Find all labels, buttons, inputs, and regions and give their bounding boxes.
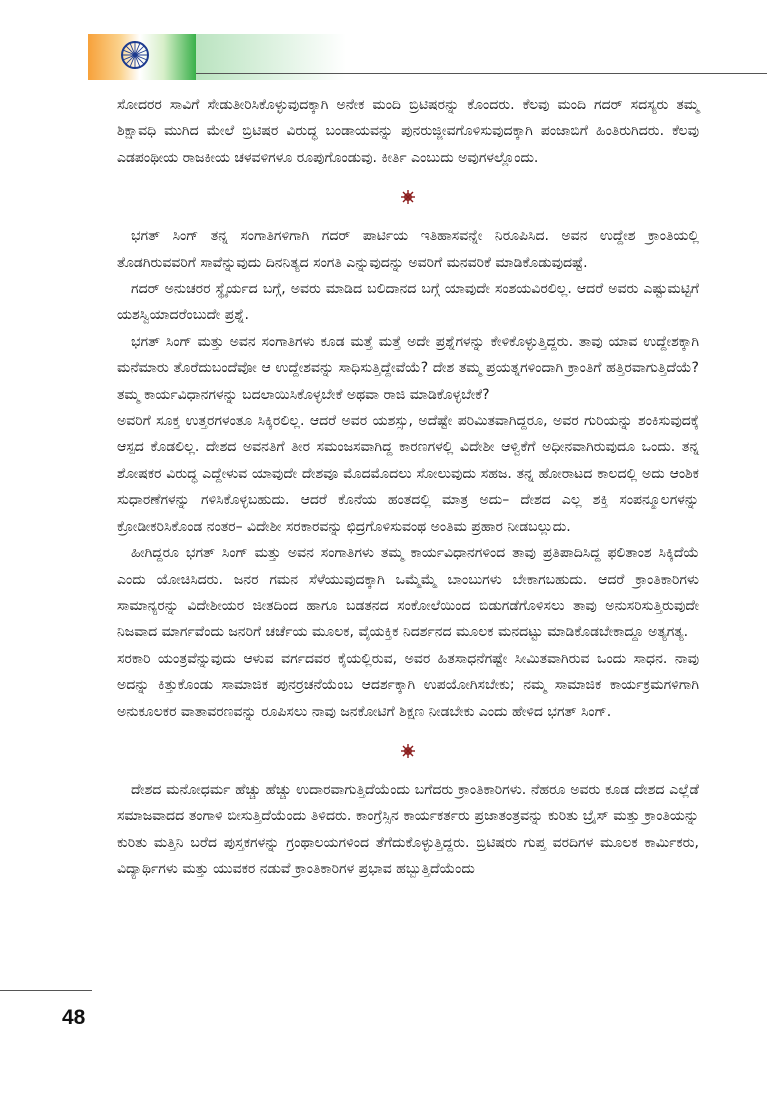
paragraph: ಹೀಗಿದ್ದರೂ ಭಗತ್ ಸಿಂಗ್ ಮತ್ತು ಅವನ ಸಂಗಾತಿಗಳು ತಮ್ಮ ಕಾರ್ಯವಿಧಾನಗಳಿಂದ ತಾವು ಪ್ರತಿಪಾದಿಸಿದ್ದ ಫಲಿತಾಂಶ ಸಿಕ್ಕಿದೆಯೆ ಎಂದು ಯೋಚಿಸಿದರು. ಜನರ ಗಮನ ಸೆಳೆಯುವುದಕ್ಕಾಗಿ ಒಮ್ಮೆಮ್ಮೆ ಬಾಂಬುಗಳು ಬೇಕಾಗಬಹುದು. ಆದರೆ ಕ್ರಾಂತಿಕಾರಿಗಳು ಸಾಮಾನ್ಯರನ್ನು ವಿದೇಶೀಯರ ಜೀತದಿಂದ ಹಾಗೂ ಬಡತನದ ಸಂಕೋಲೆಯಿಂದ ಬಿಡುಗಡೆಗೊಳಿಸಲು ತಾವು ಅನುಸರಿಸುತ್ತಿರುವುದೇ ನಿಜವಾದ ಮಾರ್ಗವೆಂದು ಜನರಿಗೆ ಚರ್ಚೆಯ ಮೂಲಕ, ವೈಯಕ್ತಿಕ ನಿದರ್ಶನದ ಮೂಲಕ ಮನದಟ್ಟು ಮಾಡಿಕೊಡಬೇಕಾದ್ದೂ ಅತ್ಯಗತ್ಯ. — [117, 545, 699, 641]
paragraph: ಅವರಿಗೆ ಸೂಕ್ತ ಉತ್ತರಗಳಂತೂ ಸಿಕ್ಕಿರಲಿಲ್ಲ. ಆದರೆ ಅವರ ಯಶಸ್ಸು, ಅದೆಷ್ಟೇ ಪರಿಮಿತವಾಗಿದ್ದರೂ, ಅವರ ಗುರಿಯನ್ನು ಶಂಕಿಸುವುದಕ್ಕೆ ಆಸ್ಪದ ಕೊಡಲಿಲ್ಲ. ದೇಶದ ಅವನತಿಗೆ ತೀರ ಸಮಂಜಸವಾಗಿದ್ದ ಕಾರಣಗಳಲ್ಲಿ ವಿದೇಶೀ ಆಳ್ವಿಕೆಗೆ ಅಧೀನವಾಗಿರುವುದೂ ಒಂದು. ತನ್ನ ಶೋಷಕರ ವಿರುದ್ಧ ಎದ್ದೇಳುವ ಯಾವುದೇ ದೇಶವೂ ಮೊದಮೊದಲು ಸೋಲುವುದು ಸಹಜ. ತನ್ನ ಹೋರಾಟದ ಕಾಲದಲ್ಲಿ ಅದು ಆಂಶಿಕ ಸುಧಾರಣೆಗಳನ್ನು ಗಳಿಸಿಕೊಳ್ಳಬಹುದು. ಆದರೆ ಕೊನೆಯ ಹಂತದಲ್ಲಿ ಮಾತ್ರ ಅದು– ದೇಶದ ಎಲ್ಲ ಶಕ್ತಿ ಸಂಪನ್ಮೂಲಗಳನ್ನು ಕ್ರೋಡೀಕರಿಸಿಕೊಂಡ ನಂತರ– ವಿದೇಶೀ ಸರಕಾರವನ್ನು ಛಿದ್ರಗೊಳಿಸುವಂಥ ಅಂತಿಮ ಪ್ರಹಾರ ನೀಡಬಲ್ಲುದು. — [117, 413, 699, 535]
paragraph: ಸೋದರರ ಸಾವಿಗೆ ಸೇಡುತೀರಿಸಿಕೊಳ್ಳುವುದಕ್ಕಾಗಿ ಅನೇಕ ಮಂದಿ ಬ್ರಿಟಿಷರನ್ನು ಕೊಂದರು. ಕೆಲವು ಮಂದಿ ಗದರ್ ಸದಸ್ಯರು ತಮ್ಮ ಶಿಕ್ಷಾವಧಿ ಮುಗಿದ ಮೇಲೆ ಬ್ರಿಟಿಷರ ವಿರುದ್ಧ ಬಂಡಾಯವನ್ನು ಪುನರುಜ್ಜೀವಗೊಳಿಸುವುದಕ್ಕಾಗಿ ಪಂಜಾಬಿಗೆ ಹಿಂತಿರುಗಿದರು. ಕೆಲವು ಎಡಪಂಥೀಯ ರಾಜಕೀಯ ಚಳವಳಿಗಳೂ ರೂಪುಗೊಂಡುವು. ಕೀರ್ತಿ ಎಂಬುದು ಅವುಗಳಲ್ಲೊಂದು. — [117, 97, 699, 166]
ornament-icon — [400, 189, 416, 205]
paragraph: ಭಗತ್ ಸಿಂಗ್ ಮತ್ತು ಅವನ ಸಂಗಾತಿಗಳು ಕೂಡ ಮತ್ತೆ ಮತ್ತೆ ಅದೇ ಪ್ರಶ್ನೆಗಳನ್ನು ಕೇಳಿಕೊಳ್ಳುತ್ತಿದ್ದರು. ತಾವು ಯಾವ ಉದ್ದೇಶಕ್ಕಾಗಿ ಮನೆಮಾರು ತೊರೆದುಬಂದೆವೋ ಆ ಉದ್ದೇಶವನ್ನು ಸಾಧಿಸುತ್ತಿದ್ದೇವೆಯೆ? ದೇಶ ತಮ್ಮ ಪ್ರಯತ್ನಗಳಿಂದಾಗಿ ಕ್ರಾಂತಿಗೆ ಹತ್ತಿರವಾಗುತ್ತಿದೆಯೆ? ತಮ್ಮ ಕಾರ್ಯವಿಧಾನಗಳನ್ನು ಬದಲಾಯಿಸಿಕೊಳ್ಳಬೇಕೆ ಅಥವಾ ರಾಜಿ ಮಾಡಿಕೊಳ್ಳಬೇಕೆ? — [117, 333, 699, 403]
section-divider — [117, 725, 699, 777]
ornament-icon — [400, 743, 416, 759]
paragraph: ಸರಕಾರಿ ಯಂತ್ರವೆನ್ನುವುದು ಆಳುವ ವರ್ಗದವರ ಕೈಯಲ್ಲಿರುವ, ಅವರ ಹಿತಸಾಧನೆಗಷ್ಟೇ ಸೀಮಿತವಾಗಿರುವ ಒಂದು ಸಾಧನ. ನಾವು ಅದನ್ನು ಕಿತ್ತುಕೊಂಡು ಸಾಮಾಜಿಕ ಪುನರ್ರಚನೆಯೆಂಬ ಆದರ್ಶಕ್ಕಾಗಿ ಉಪಯೋಗಿಸಬೇಕು; ನಮ್ಮ ಸಾಮಾಜಿಕ ಕಾರ್ಯಕ್ರಮಗಳಿಗಾಗಿ ಅನುಕೂಲಕರ ವಾತಾವರಣವನ್ನು ರೂಪಿಸಲು ನಾವು ಜನಕೋಟಿಗೆ ಶಿಕ್ಷಣ ನೀಡಬೇಕು ಎಂದು ಹೇಳಿದ ಭಗತ್ ಸಿಂಗ್. — [117, 650, 699, 720]
paragraph: ದೇಶದ ಮನೋಧರ್ಮ ಹೆಚ್ಚು ಹೆಚ್ಚು ಉದಾರವಾಗುತ್ತಿದೆಯೆಂದು ಬಗೆದರು ಕ್ರಾಂತಿಕಾರಿಗಳು. ನೆಹರೂ ಅವರು ಕೂಡ ದೇಶದ ಎಲ್ಲೆಡೆ ಸಮಾಜವಾದದ ತಂಗಾಳಿ ಬೀಸುತ್ತಿದೆಯೆಂದು ತಿಳಿದರು. ಕಾಂಗ್ರೆಸ್ಸಿನ ಕಾರ್ಯಕರ್ತರು ಪ್ರಜಾತಂತ್ರವನ್ನು ಕುರಿತು ಬ್ರೈಸ್ ಮತ್ತು ಕ್ರಾಂತಿಯನ್ನು ಕುರಿತು ಮತ್ತಿನಿ ಬರೆದ ಪುಸ್ತಕಗಳನ್ನು ಗ್ರಂಥಾಲಯಗಳಿಂದ ತೆಗೆದುಕೊಳ್ಳುತ್ತಿದ್ದರು. ಬ್ರಿಟಿಷರು ಗುಪ್ತ ವರದಿಗಳ ಮೂಲಕ ಕಾರ್ಮಿಕರು, ವಿದ್ಯಾರ್ಥಿಗಳು ಮತ್ತು ಯುವಕರ ನಡುವೆ ಕ್ರಾಂತಿಕಾರಿಗಳ ಪ್ರಭಾವ ಹಬ್ಬುತ್ತಿದೆಯೆಂದು — [117, 781, 699, 878]
paragraph: ಭಗತ್ ಸಿಂಗ್ ತನ್ನ ಸಂಗಾತಿಗಳಿಗಾಗಿ ಗದರ್ ಪಾರ್ಟಿಯ ಇತಿಹಾಸವನ್ನೇ ನಿರೂಪಿಸಿದ. ಅವನ ಉದ್ದೇಶ ಕ್ರಾಂತಿಯಲ್ಲಿ ತೊಡಗಿರುವವರಿಗೆ ಸಾವೆನ್ನುವುದು ದಿನನಿತ್ಯದ ಸಂಗತಿ ಎನ್ನುವುದನ್ನು ಅವರಿಗೆ ಮನವರಿಕೆ ಮಾಡಿಕೊಡುವುದಷ್ಟೆ. — [117, 228, 699, 271]
ashoka-chakra-icon — [120, 40, 150, 70]
section-divider — [117, 171, 699, 223]
article-body — [117, 92, 699, 883]
header-rule — [196, 73, 767, 74]
paragraph: ಗದರ್ ಅನುಚರರ ಸ್ಥೈರ್ಯದ ಬಗ್ಗೆ, ಅವರು ಮಾಡಿದ ಬಲಿದಾನದ ಬಗ್ಗೆ ಯಾವುದೇ ಸಂಶಯವಿರಲಿಲ್ಲ. ಆದರೆ ಅವರು ಎಷ್ಟುಮಟ್ಟಿಗೆ ಯಶಸ್ವಿಯಾದರೆಂಬುದೇ ಪ್ರಶ್ನೆ. — [117, 281, 699, 324]
footer-rule — [0, 990, 92, 991]
page-number: 48 — [62, 1006, 86, 1029]
